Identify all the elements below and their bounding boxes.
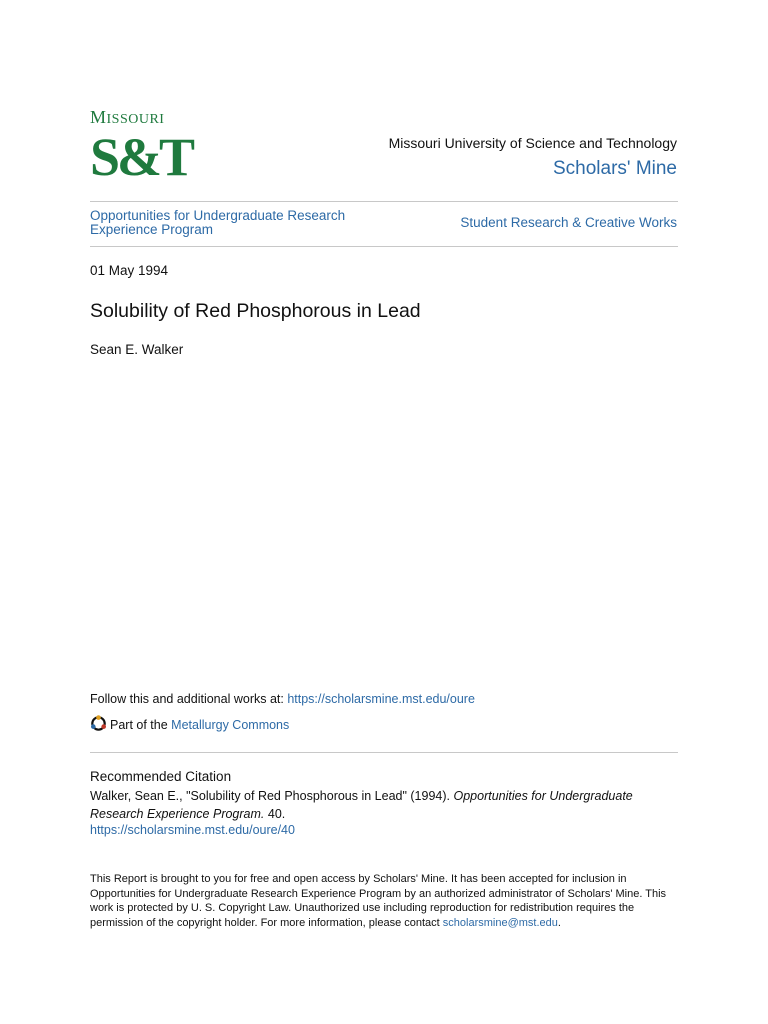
citation-heading: Recommended Citation [90, 769, 232, 784]
contact-email-link[interactable]: scholarsmine@mst.edu [442, 916, 558, 929]
author-name: Sean E. Walker [90, 342, 184, 357]
program-link[interactable]: Opportunities for Undergraduate Research Experience Program [90, 208, 346, 237]
follow-line [90, 692, 475, 706]
logo-wordmark: MISSOURI [90, 107, 165, 127]
part-of-line [90, 715, 289, 735]
citation-series: Opportunities for Undergraduate Research Experience Program. [90, 789, 633, 821]
divider [90, 201, 678, 202]
publication-date: 01 May 1994 [90, 263, 169, 278]
logo-mark: S&T [90, 127, 193, 187]
university-name: Missouri University of Science and Technology [388, 135, 677, 151]
network-commons-icon [90, 715, 110, 735]
citation-body: Walker, Sean E., "Solubility of Red Phosphorous in Lead" (1994). [90, 789, 454, 803]
notice-end: . [557, 916, 561, 929]
follow-label: Follow this and additional works at: [90, 692, 288, 706]
follow-url-link[interactable]: https://scholarsmine.mst.edu/oure [287, 692, 475, 706]
part-of-label: Part of the [110, 718, 168, 732]
divider [90, 246, 678, 247]
citation-url-link[interactable]: https://scholarsmine.mst.edu/oure/40 [90, 823, 295, 837]
notice-text: This Report is brought to you for free and open access by Scholars' Mine. It has been accepted for inclusion in Opportunities for Undergraduate Research Experience Program by an authorized administrator of Scholars' Mine. This work is protected by U. S. Copyright Law. Unauthorized use including reproduction for redistribution requires the permission of the copyright holder. For more information, please contact [90, 873, 667, 929]
access-notice [90, 872, 680, 930]
repository-link[interactable]: Scholars' Mine [552, 158, 677, 179]
missouri-st-logo [90, 107, 193, 187]
citation-text [90, 788, 680, 823]
document-title: Solubility of Red Phosphorous in Lead [90, 300, 421, 322]
collection-link[interactable]: Student Research & Creative Works [460, 215, 677, 230]
metallurgy-commons-link[interactable]: Metallurgy Commons [171, 718, 290, 732]
citation-number: 40. [264, 806, 286, 821]
divider [90, 752, 678, 753]
